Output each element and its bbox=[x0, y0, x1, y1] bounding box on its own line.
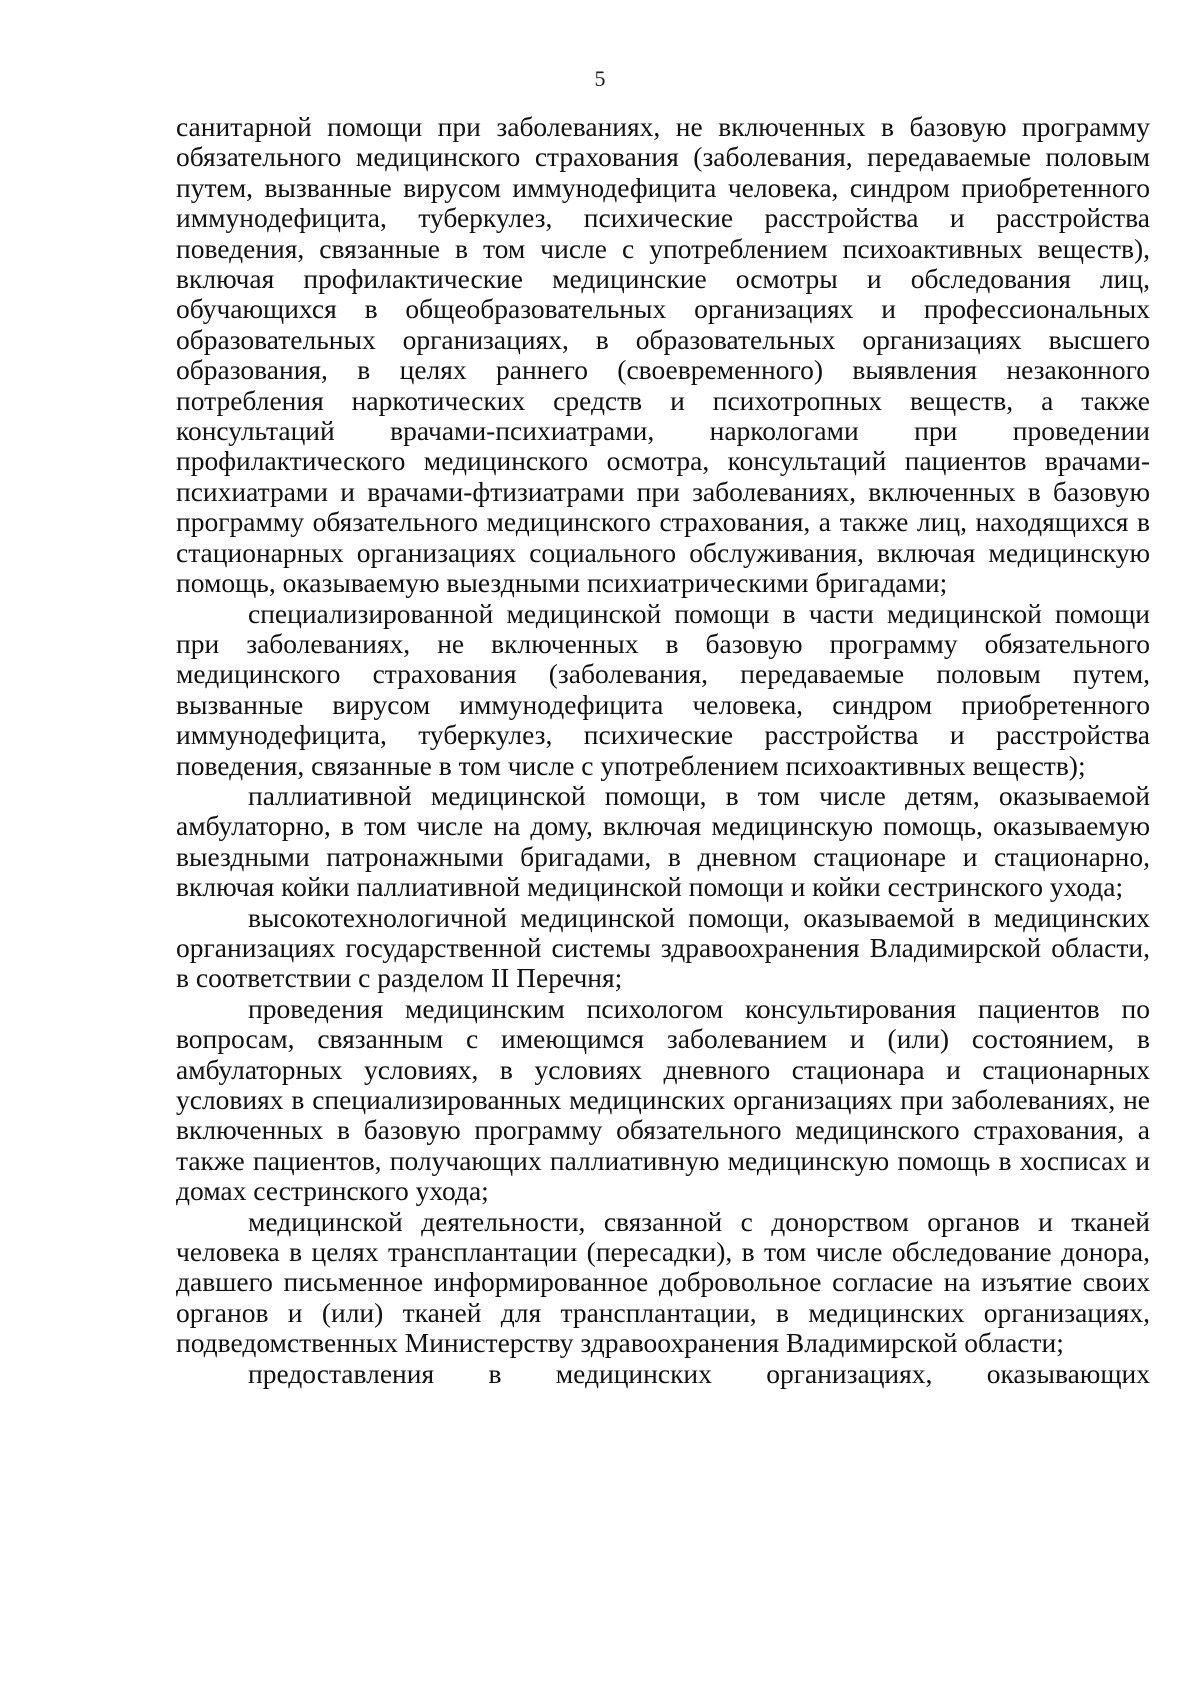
paragraph: высокотехнологичной медицинской помощи, оказываемой в медицинских организациях государственной системы здравоохранения Владимирской области, в соответствии с разделом II Перечня; bbox=[176, 901, 1150, 994]
paragraph: проведения медицинским психологом консультирования пациентов по вопросам, связанным с имеющимся заболеванием и (или) состоянием, в амбулаторных условиях, в условиях дневного стационара и стационарных условиях в специализированных медицинских организациях при заболеваниях, не включенных в базовую программу обязательного медицинского страхования, а также пациентов, получающих паллиативную медицинскую помощь в хосписах и домах сестринского ухода; bbox=[176, 992, 1150, 1207]
paragraph: санитарной помощи при заболеваниях, не включенных в базовую программу обязательного медицинского страхования (заболевания, передаваемые половым путем, вызванные вирусом иммунодефицита человека, синдром приобретенного иммунодефицита, туберкулез, психические расстройства и расстройства поведения, связанные в том числе с употреблением психоактивных веществ), включая профилактические медицинские осмотры и обследования лиц, обучающихся в общеобразовательных организациях и профессиональных образовательных организациях, в образовательных организациях высшего образования, в целях раннего (своевременного) выявления незаконного потребления наркотических средств и психотропных веществ, а также консультаций врачами-психиатрами, наркологами при проведении профилактического медицинского осмотра, консультаций пациентов врачами-психиатрами и врачами-фтизиатрами при заболеваниях, включенных в базовую программу обязательного медицинского страхования, а также лиц, находящихся в стационарных организациях социального обслуживания, включая медицинскую помощь, оказываемую выездными психиатрическими бригадами; bbox=[176, 111, 1150, 599]
paragraph: предоставления в медицинских организациях, оказывающих bbox=[248, 1357, 1150, 1389]
page-number: 5 bbox=[594, 66, 606, 91]
paragraph: специализированной медицинской помощи в части медицинской помощи при заболеваниях, не включенных в базовую программу обязательного медицинского страхования (заболевания, передаваемые половым путем, вызванные вирусом иммунодефицита человека, синдром приобретенного иммунодефицита, туберкулез, психические расстройства и расстройства поведения, связанные в том числе с употреблением психоактивных веществ); bbox=[176, 597, 1150, 781]
paragraph: медицинской деятельности, связанной с донорством органов и тканей человека в целях трансплантации (пересадки), в том числе обследование донора, давшего письменное информированное добровольное согласие на изъятие своих органов и (или) тканей для трансплантации, в медицинских организациях, подведомственных Министерству здравоохранения Владимирской области; bbox=[176, 1205, 1150, 1359]
document-body bbox=[176, 112, 1150, 1389]
paragraph: паллиативной медицинской помощи, в том числе детям, оказываемой амбулаторно, в том числе на дому, включая медицинскую помощь, оказываемую выездными патронажными бригадами, в дневном стационаре и стационарно, включая койки паллиативной медицинской помощи и койки сестринского ухода; bbox=[176, 779, 1150, 903]
